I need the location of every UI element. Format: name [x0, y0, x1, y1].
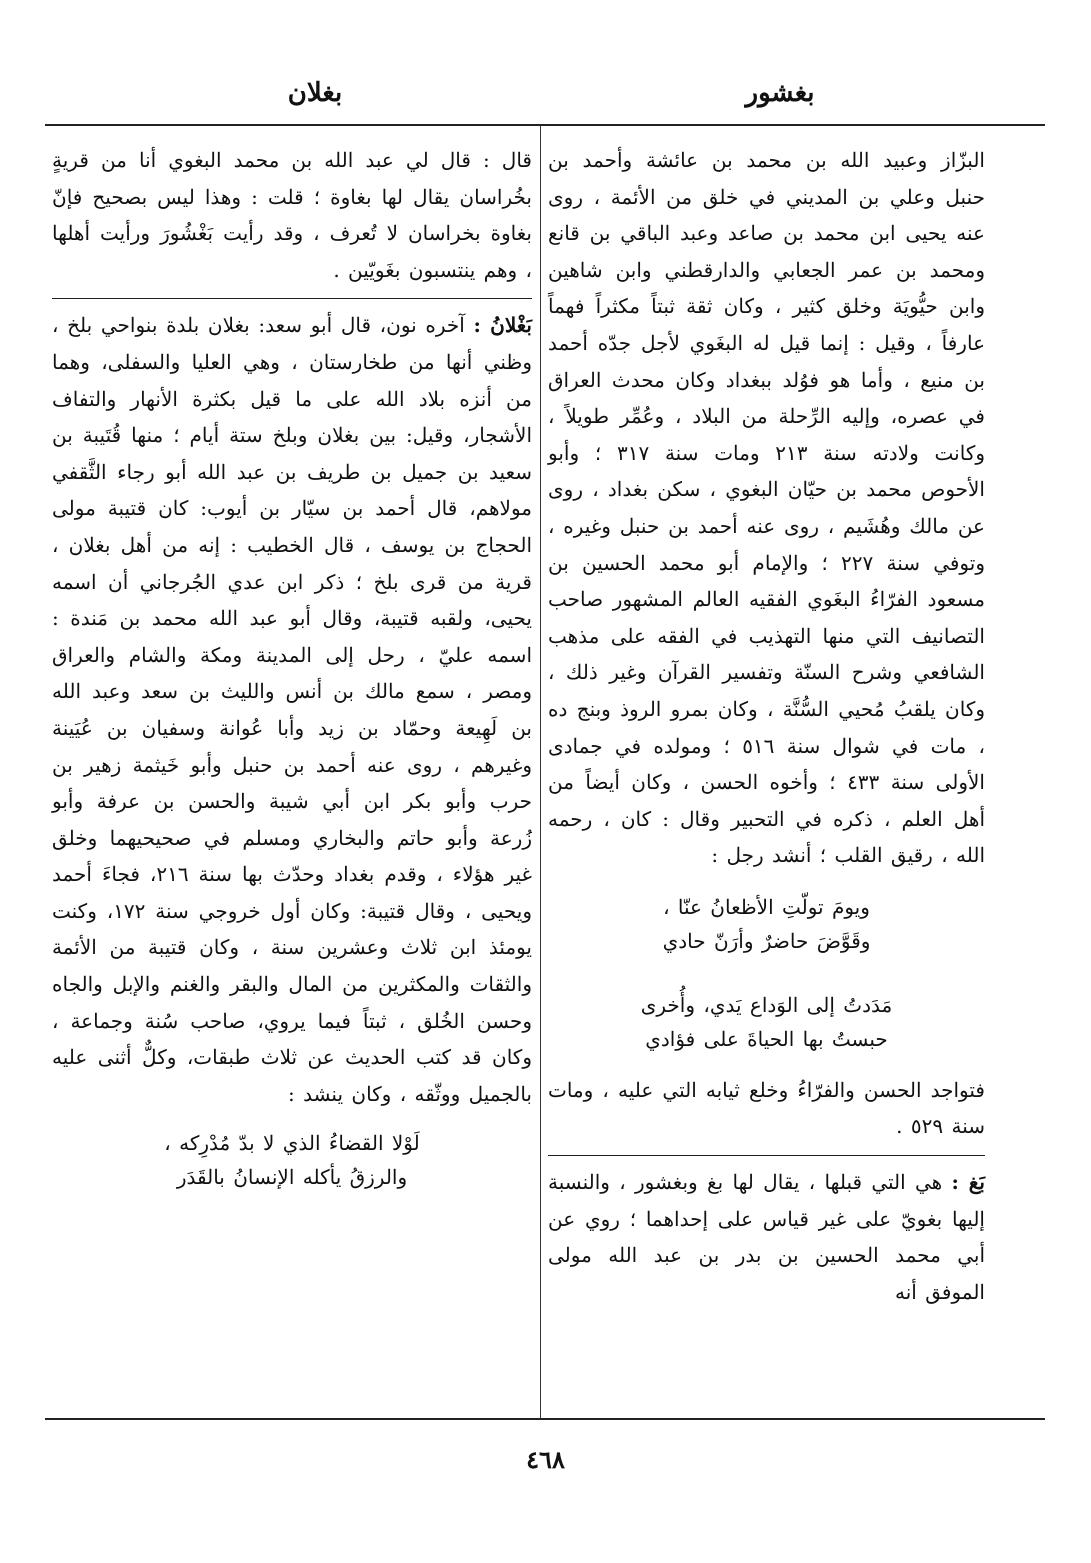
running-head-left: بغلان — [287, 78, 343, 108]
right-column — [548, 142, 985, 1310]
right-paragraph-1: البزّاز وعبيد الله بن محمد بن عائشة وأحمد بن حنبل وعلي بن المديني في خلق من الأئمة ، روى عنه يحيى ابن محمد بن صاعد وعبد الباقي بن قانع ومحمد بن عمر الجعابي والدارقطني وابن شاهين وابن حيُّويَة وخلق كثير ، وكان ثقة ثبتاً مكثراً فهماً عارفاً ، وقيل : إنما قيل له البغَوي لأجل جدّه أحمد بن منيع ، وأما هو فوُلد ببغداد وكان محدث العراق في عصره، وإليه الرِّحلة من البلاد ، وعُمِّر طويلاً ، وكانت ولادته سنة ٢١٣ ومات سنة ٣١٧ ؛ وأبو الأحوص محمد بن حيّان البغوي ، سكن بغداد ، روى عن مالك وهُشَيم ، روى عنه أحمد بن حنبل وغيره ، وتوفي سنة ٢٢٧ ؛ والإمام أبو محمد الحسين بن مسعود الفرّاءُ البغَوي الفقيه العالم المشهور صاحب التصانيف التي منها التهذيب في الفقه على مذهب الشافعي وشرح السنّة وتفسير القرآن وغير ذلك ، وكان يلقبُ مُحيي السُّنَّة ، وكان بمرو الروذ وبنج ده ، مات في شوال سنة ٥١٦ ؛ ومولده في جمادى الأولى سنة ٤٣٣ ؛ وأخوه الحسن ، وكان أيضاً من أهل العلم ، ذكره في التحبير وقال : كان ، رحمه الله ، رقيق القلب ؛ أنشد رجل : — [548, 148, 985, 868]
entry-baghlan — [52, 307, 532, 1112]
verse1-line1: ويومَ تولّتِ الأظعانُ عنّا ، — [663, 894, 870, 919]
entry-bagh — [548, 1164, 985, 1310]
running-head-right: بغشور — [745, 78, 815, 108]
verse1-line2: وقَوَّضَ حاضرٌ وأرَنّ حادي — [662, 928, 871, 953]
entry-term-baghlan: بَغْلانُ : — [473, 313, 532, 338]
entry-text-bagh: هي التي قبلها ، يقال لها بغ وبغشور ، والنسبة إليها بغويّ على غير قياس على إحداهما ؛ روي عن أبي محمد الحسين بن بدر بن عبد الله مولى الموفق أنه — [548, 1170, 985, 1304]
column-divider — [540, 126, 541, 1418]
right-paragraph-2: فتواجد الحسن والفرّاءُ وخلع ثيابه التي عليه ، ومات سنة ٥٢٩ . — [548, 1077, 985, 1139]
entry-separator-right — [548, 1155, 985, 1156]
entry-separator-left — [52, 298, 532, 299]
verse3-line1: لَوْلا القضاءُ الذي لا بدّ مُدْرِكه ، — [164, 1131, 420, 1156]
page-number: ٤٦٨ — [526, 1445, 565, 1474]
top-rule — [45, 124, 1045, 126]
verse3-line2: والرزقُ يأكله الإنسانُ بالقَدَر — [176, 1165, 408, 1190]
left-paragraph-1: قال : قال لي عبد الله بن محمد البغوي أنا من قريةٍ بخُراسان يقال لها بغاوة ؛ قلت : وهذا ليس بصحيح فإنّ بغاوة بخراسان لا تُعرف ، وقد رأيت بَغْشُورَ ورأيت أهلها ، وهم ينتسبون بغَويّين . — [52, 148, 532, 282]
verse2-line1: مَدَدتُ إلى الوَداع يَدي، وأُخرى — [640, 992, 893, 1017]
entry-term-bagh: بَغ : — [951, 1170, 985, 1195]
bottom-rule — [45, 1418, 1045, 1420]
entry-text-baghlan: آخره نون، قال أبو سعد: بغلان بلدة بنواحي بلخ ، وظني أنها من طخارستان ، وهي العليا والسفلى، وهما من أنزه بلاد الله على ما قيل بكثرة الأنهار والتفاف الأشجار، وقيل: بين بغلان وبلخ ستة أيام ؛ منها قُتَيبة بن سعيد بن جميل بن طريف بن عبد الله أبو رجاء الثَّقفي مولاهم، قال أحمد بن سيّار بن أيوب: كان قتيبة مولى الحجاج بن يوسف ، قال الخطيب : إنه من أهل بغلان ، قرية من قرى بلخ ؛ ذكر ابن عدي الجُرجاني أن اسمه يحيى، ولقبه قتيبة، وقال أبو عبد الله محمد بن مَندة : اسمه عليّ ، رحل إلى المدينة ومكة والشام والعراق ومصر ، سمع مالك بن أنس والليث بن سعد وعبد الله بن لَهِيعة وحمّاد بن زيد وأبا عُوانة وسفيان بن عُيَينة وغيرهم ، روى عنه أحمد بن حنبل وأبو خَيثمة زهير بن حرب وأبو بكر ابن أبي شيبة والحسن بن عرفة وأبو زُرعة وأبو حاتم والبخاري ومسلم في صحيحيهما وخلق غير هؤلاء ، وقدم بغداد وحدّث بها سنة ٢١٦، فجاءَ أحمد ويحيى ، وقال قتيبة: وكان أول خروجي سنة ١٧٢، وكنت يومئذ ابن ثلاث وعشرين سنة ، وكان قتيبة من الأئمة والثقات والمكثرين من المال والبقر والغنم والإبل والجاه وحسن الخُلق ، ثبتاً فيما يروي، صاحب سُنة وجماعة ، وكان قد كتب الحديث عن ثلاث طبقات، وكلٌّ أثنى عليه بالجميل ووثّقه ، وكان ينشد : — [52, 313, 532, 1106]
verse2-line2: حبستُ بها الحياةَ على فؤادي — [645, 1026, 888, 1051]
left-column — [52, 142, 532, 1194]
